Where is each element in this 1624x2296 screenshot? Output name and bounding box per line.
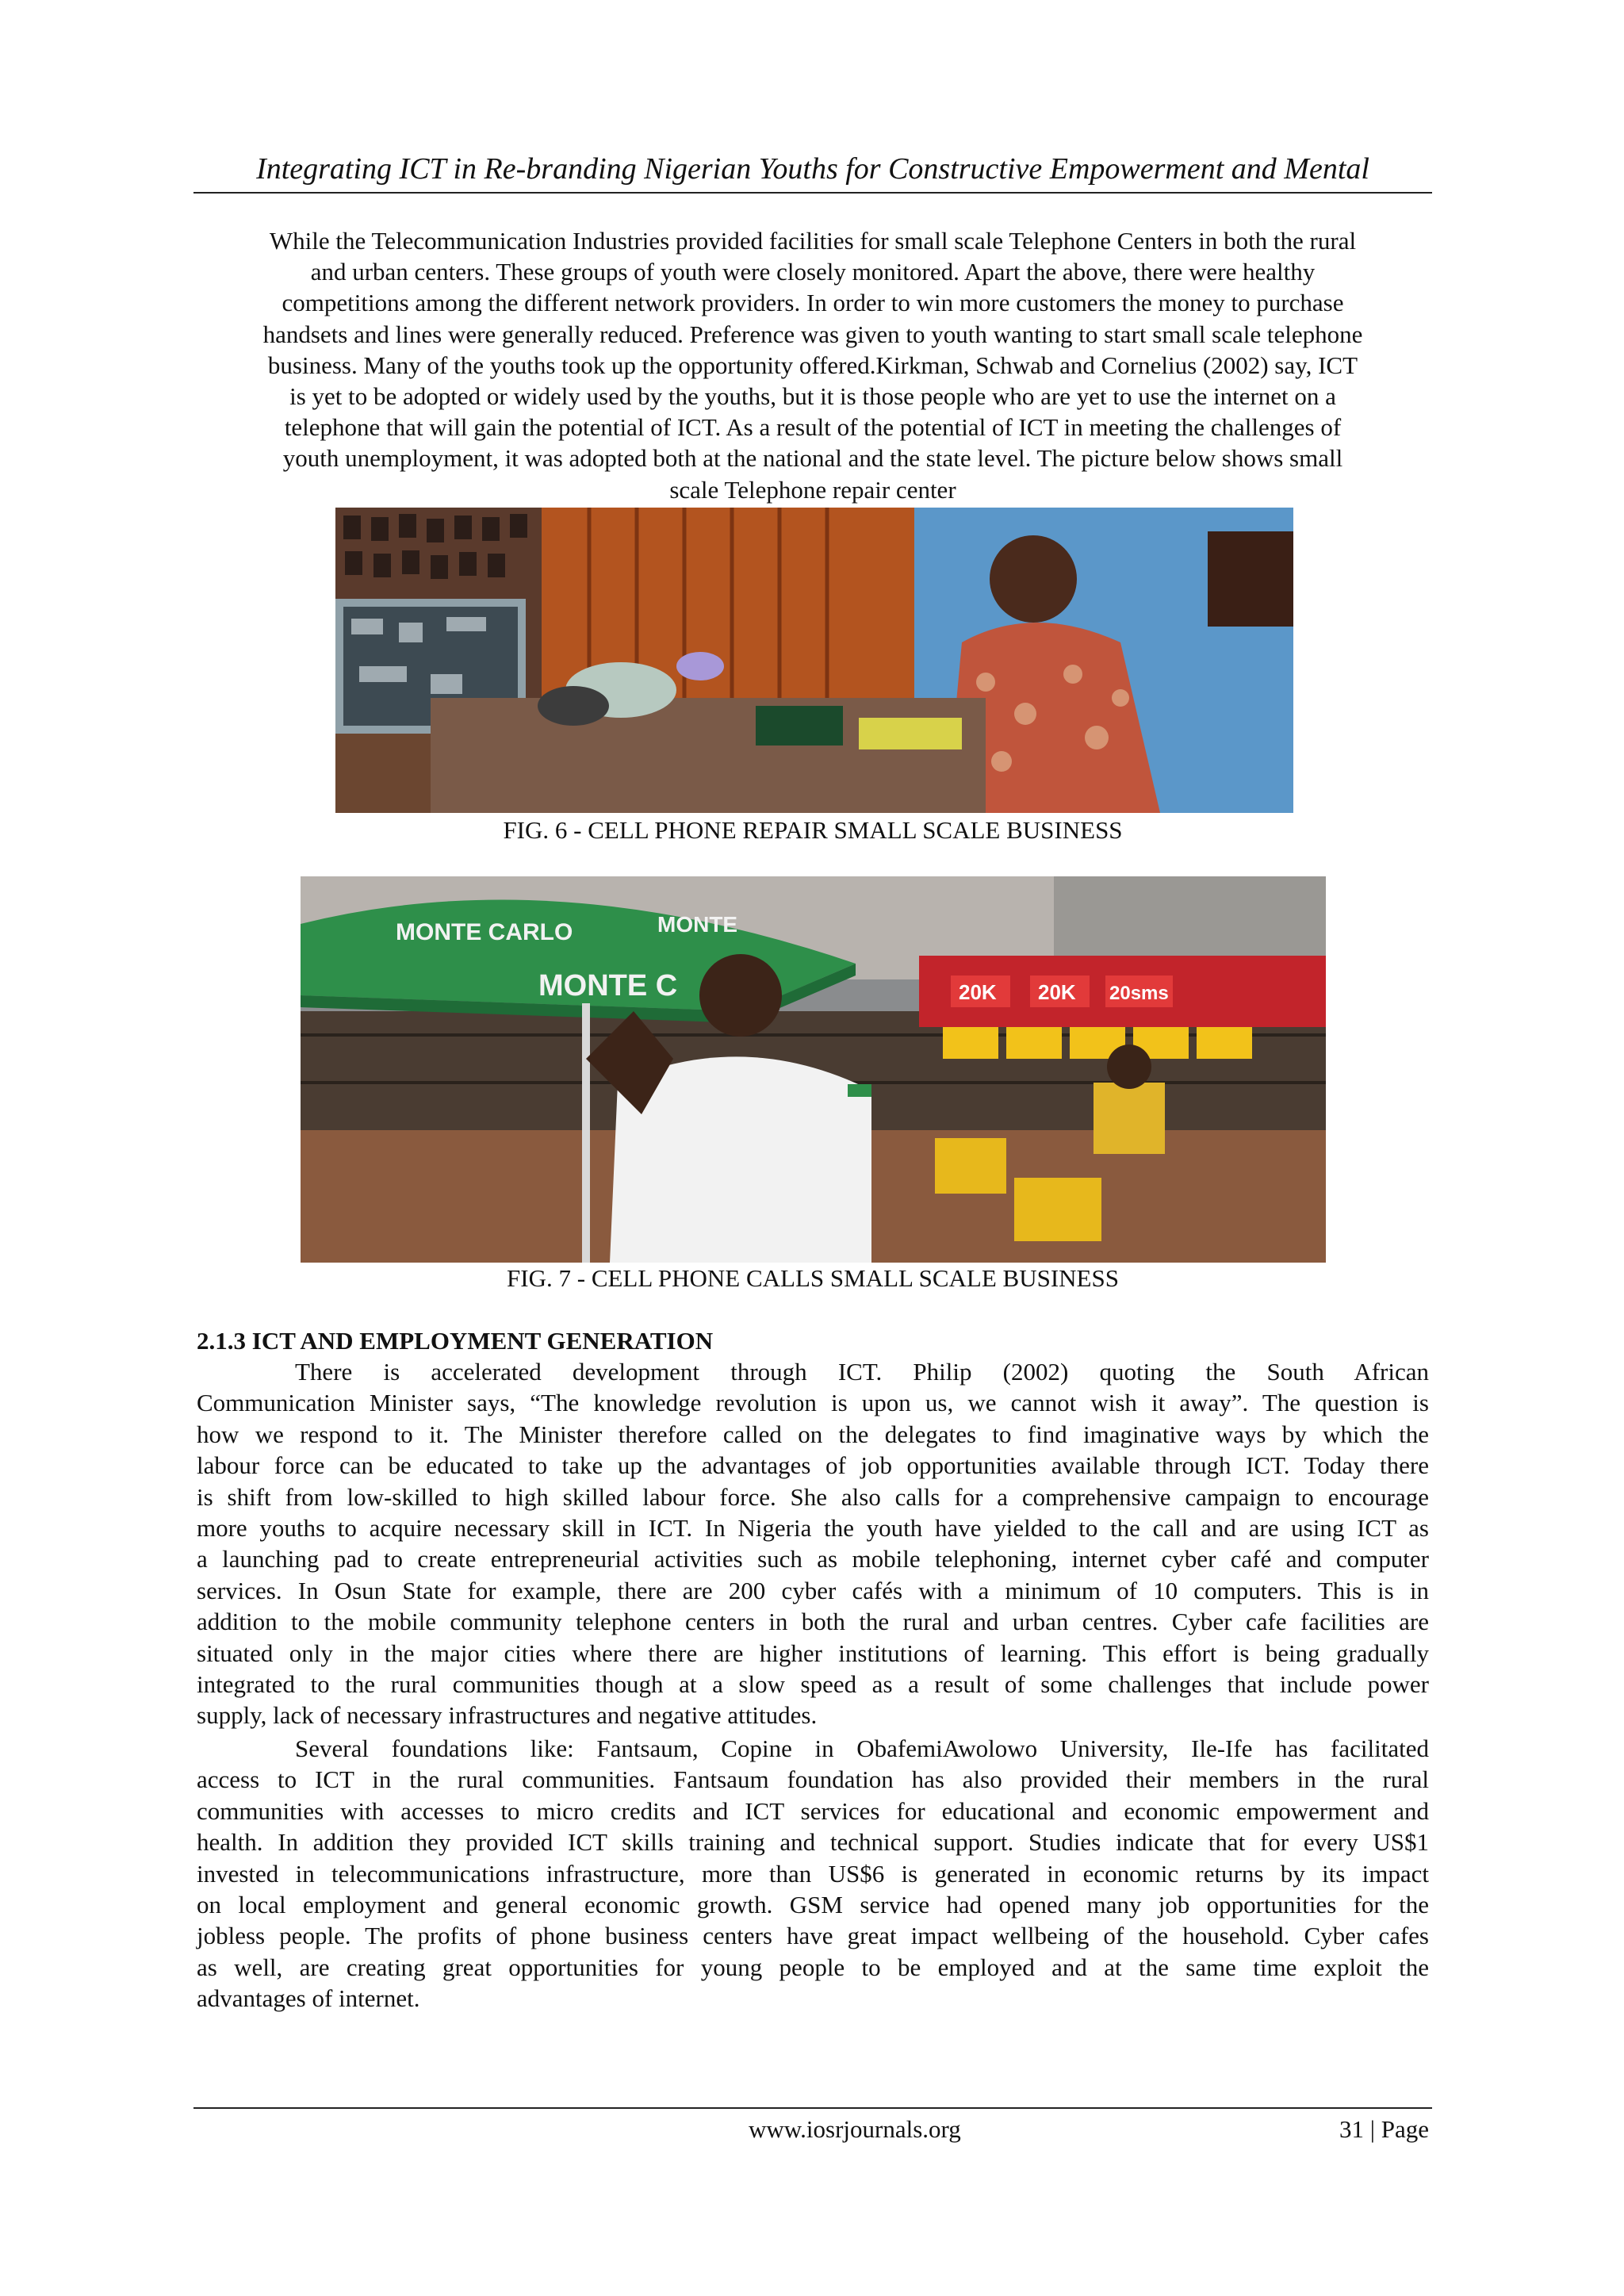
- paragraph-line: on local employment and general economic growth. GSM service had opened many job opportunities for the: [197, 1891, 1429, 1919]
- paragraph-line: more youths to acquire necessary skill in ICT. In Nigeria the youth have yielded to the call and are using ICT as: [197, 1514, 1429, 1543]
- figure-6-caption: FIG. 6 - CELL PHONE REPAIR SMALL SCALE BUSINESS: [503, 816, 1123, 844]
- umbrella-text-3: MONTE: [657, 912, 738, 937]
- intro-line: While the Telecommunication Industries provided facilities for small scale Telephone Centers in both the rural: [269, 227, 1357, 255]
- paragraph-line: situated only in the major cities where there are higher institutions of learning. This effort is being gradually: [197, 1639, 1429, 1667]
- paragraph-line: is shift from low-skilled to high skilled labour force. She also calls for a comprehensive campaign to encourage: [197, 1482, 1429, 1511]
- umbrella-text-1: MONTE CARLO: [396, 919, 573, 945]
- paragraph-line: as well, are creating great opportunities for young people to be employed and at the same time exploit the: [197, 1953, 1429, 1981]
- section-paragraph-2: [197, 1733, 1429, 2014]
- sign-20k-2: 20K: [1038, 980, 1076, 1004]
- sign-20sms: 20sms: [1109, 983, 1169, 1004]
- section-paragraph-1: [197, 1356, 1429, 1731]
- intro-line: telephone that will gain the potential of ICT. As a result of the potential of ICT in meeting the challenges of: [284, 413, 1342, 442]
- paragraph-line: health. In addition they provided ICT skills training and technical support. Studies indicate that for every US$1: [197, 1828, 1429, 1857]
- paragraph-line: supply, lack of necessary infrastructures and negative attitudes.: [197, 1701, 818, 1730]
- header-rule: [193, 192, 1432, 194]
- footer-rule: [193, 2107, 1432, 2109]
- paragraph-line: Several foundations like: Fantsaum, Copine in ObafemiAwolowo University, Ile-Ife has facilitated: [295, 1734, 1429, 1762]
- intro-line: youth unemployment, it was adopted both at the national and the state level. The picture below shows small: [282, 444, 1343, 473]
- intro-line: handsets and lines were generally reduced. Preference was given to youth wanting to start small scale telephone: [262, 320, 1363, 348]
- paragraph-line: Communication Minister says, “The knowledge revolution is upon us, we cannot wish it away”. The question is: [197, 1389, 1429, 1417]
- umbrella-text-2: MONTE C: [538, 969, 678, 1002]
- paragraph-line: advantages of internet.: [197, 1984, 420, 2013]
- paragraph-line: jobless people. The profits of phone business centers have great impact wellbeing of the household. Cyber cafes: [197, 1922, 1429, 1950]
- paragraph-line: labour force can be educated to take up the advantages of job opportunities available through ICT. Today there: [197, 1451, 1429, 1480]
- intro-line: competitions among the different network providers. In order to win more customers the money to purchase: [282, 289, 1344, 317]
- intro-line: and urban centers. These groups of youth were closely monitored. Apart the above, there were healthy: [310, 258, 1316, 286]
- paragraph-line: integrated to the rural communities though at a slow speed as a result of some challenges that include power: [197, 1670, 1429, 1699]
- figure-6-photo: [335, 508, 1293, 813]
- intro-line: scale Telephone repair center: [669, 475, 956, 504]
- intro-line: is yet to be adopted or widely used by the youths, but it is those people who are yet to use the internet on a: [289, 382, 1336, 411]
- figure-7-photo: [301, 876, 1326, 1263]
- paragraph-line: communities with accesses to micro credits and ICT services for educational and economic empowerment and: [197, 1796, 1429, 1825]
- running-header: Integrating ICT in Re-branding Nigerian Youths for Constructive Empowerment and Mental: [256, 152, 1369, 186]
- sign-20k-1: 20K: [959, 980, 997, 1004]
- footer-url[interactable]: www.iosrjournals.org: [749, 2115, 961, 2143]
- paragraph-line: There is accelerated development through ICT. Philip (2002) quoting the South African: [295, 1358, 1429, 1386]
- paragraph-line: a launching pad to create entrepreneurial activities such as mobile telephoning, internet cyber café and computer: [197, 1545, 1429, 1573]
- figure-7-caption: FIG. 7 - CELL PHONE CALLS SMALL SCALE BUSINESS: [507, 1264, 1119, 1292]
- footer-page-number: 31 | Page: [1339, 2115, 1429, 2143]
- paragraph-line: how we respond to it. The Minister therefore called on the delegates to find imaginative ways by which the: [197, 1420, 1429, 1448]
- section-heading: 2.1.3 ICT AND EMPLOYMENT GENERATION: [197, 1327, 714, 1355]
- intro-paragraph: [193, 225, 1432, 505]
- paragraph-line: access to ICT in the rural communities. Fantsaum foundation has also provided their members in the rural: [197, 1765, 1429, 1794]
- intro-line: business. Many of the youths took up the opportunity offered.Kirkman, Schwab and Cornelius (2002) say, ICT: [267, 351, 1358, 379]
- paragraph-line: addition to the mobile community telephone centers in both the rural and urban centres. Cyber cafe facilities are: [197, 1608, 1429, 1636]
- paragraph-line: services. In Osun State for example, there are 200 cyber cafés with a minimum of 10 computers. This is in: [197, 1576, 1429, 1604]
- paragraph-line: invested in telecommunications infrastructure, more than US$6 is generated in economic returns by its impact: [197, 1859, 1429, 1888]
